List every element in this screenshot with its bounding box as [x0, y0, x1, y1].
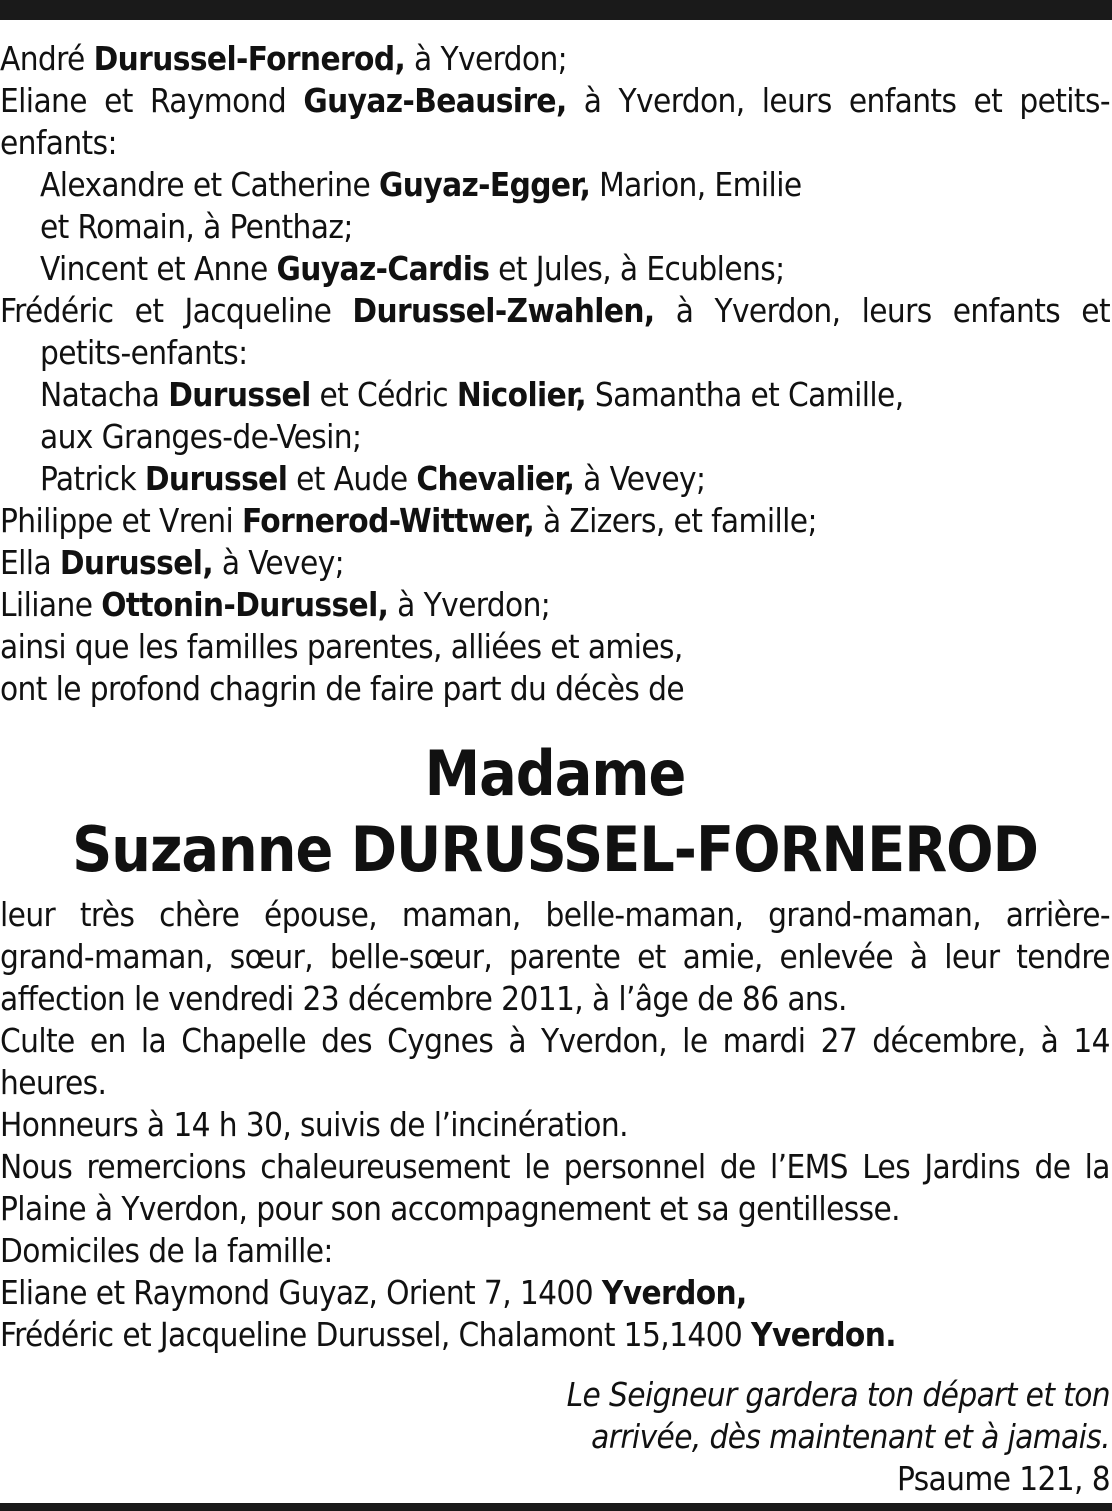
text-fragment: Jacqueline: [184, 291, 332, 330]
text-fragment: le: [524, 1147, 550, 1186]
text-fragment: Ella: [0, 543, 60, 582]
detail-line: [0, 1188, 1110, 1230]
text-fragment: Patrick: [40, 459, 145, 498]
text-fragment: tendre: [1016, 937, 1110, 976]
text-fragment: leurs: [861, 291, 932, 330]
family-line: [0, 164, 1110, 206]
text-fragment: ainsi que les familles parentes, alliées et amies,: [0, 627, 683, 666]
text-fragment: chaleureusement: [260, 1147, 510, 1186]
text-fragment: chère: [159, 895, 240, 934]
family-name-bold: Guyaz-Cardis: [276, 249, 490, 288]
family-line: [0, 374, 1110, 416]
family-list: [0, 38, 1110, 710]
family-line: [0, 248, 1110, 290]
text-fragment: Marion, Emilie: [590, 165, 802, 204]
family-line: [0, 416, 1110, 458]
text-fragment: Eliane: [0, 81, 87, 120]
detail-line: [0, 894, 1110, 936]
psalm-reference: Psaume 121, 8: [896, 1459, 1110, 1498]
text-fragment: Samantha et Camille,: [586, 375, 904, 414]
family-name-bold: Yverdon,: [601, 1273, 747, 1312]
text-fragment: Natacha: [40, 375, 169, 414]
detail-line: [0, 978, 1110, 1020]
text-fragment: et Cédric: [310, 375, 457, 414]
text-fragment: à Vevey;: [213, 543, 345, 582]
text-fragment: le: [682, 1021, 708, 1060]
text-fragment: Plaine à Yverdon, pour son accompagnement et sa gentillesse.: [0, 1189, 900, 1228]
family-name-bold: Durussel,: [59, 543, 213, 582]
text-fragment: Frédéric et Jacqueline Durussel, Chalamont 15,1400: [0, 1315, 752, 1354]
text-fragment: en: [89, 1021, 126, 1060]
text-fragment: et: [637, 937, 666, 976]
text-fragment: la: [140, 1021, 167, 1060]
family-line: [0, 38, 1110, 80]
text-fragment: grand-maman,: [768, 895, 982, 934]
family-line: [0, 542, 1110, 584]
family-name-bold: Durussel: [144, 459, 288, 498]
text-fragment: et: [104, 81, 133, 120]
text-fragment: leurs: [761, 81, 832, 120]
detail-line: [0, 1272, 1110, 1314]
deceased-name: Suzanne DURUSSEL-FORNEROD: [72, 813, 1038, 886]
psalm-quote: [0, 1374, 1110, 1500]
text-fragment: décembre,: [872, 1021, 1026, 1060]
text-fragment: Les: [862, 1147, 911, 1186]
text-fragment: et: [973, 81, 1003, 120]
text-fragment: à: [508, 1021, 526, 1060]
family-line: [0, 668, 1110, 710]
text-fragment: maman,: [401, 895, 521, 934]
text-fragment: à: [909, 937, 928, 976]
psalm-line-1: Le Seigneur gardera ton départ et ton: [566, 1375, 1110, 1414]
text-fragment: et: [134, 291, 164, 330]
bottom-rule: [0, 1503, 1112, 1511]
detail-line: [0, 1146, 1110, 1188]
text-fragment: Yverdon,: [618, 81, 745, 120]
text-fragment: Eliane et Raymond Guyaz, Orient 7, 1400: [0, 1273, 602, 1312]
family-line: [0, 332, 1110, 374]
text-fragment: Jardins: [924, 1147, 1021, 1186]
text-fragment: Alexandre et Catherine: [40, 165, 380, 204]
text-fragment: à: [583, 81, 602, 120]
text-fragment: à: [1040, 1021, 1059, 1060]
text-fragment: André: [0, 39, 94, 78]
psalm-line-2: arrivée, dès maintenant et à jamais.: [591, 1417, 1110, 1456]
family-name-bold: Guyaz-Beausire,: [303, 81, 567, 120]
text-fragment: Nous: [0, 1147, 73, 1186]
detail-line: [0, 1230, 1110, 1272]
text-fragment: Chapelle: [181, 1021, 307, 1060]
text-fragment: ont le profond chagrin de faire part du décès de: [0, 669, 685, 708]
text-fragment: sœur,: [229, 937, 314, 976]
text-fragment: grand-maman,: [0, 937, 213, 976]
text-fragment: et: [1081, 291, 1110, 330]
text-fragment: affection le vendredi 23 décembre 2011, à l’âge de 86 ans.: [0, 979, 847, 1018]
family-name-bold: Yverdon.: [751, 1315, 896, 1354]
detail-line: [0, 936, 1110, 978]
top-rule: [0, 0, 1112, 20]
family-name-bold: Guyaz-Egger,: [379, 165, 591, 204]
family-name-bold: Ottonin-Durussel,: [101, 585, 389, 624]
text-fragment: enfants: [952, 291, 1061, 330]
text-fragment: de: [1034, 1147, 1071, 1186]
text-fragment: parente: [508, 937, 621, 976]
text-fragment: petits-enfants:: [40, 333, 248, 372]
text-fragment: enfants:: [0, 123, 117, 162]
text-fragment: Domiciles de la famille:: [0, 1231, 333, 1270]
family-line: [0, 80, 1110, 122]
text-fragment: leur: [0, 895, 56, 934]
text-fragment: Cygnes: [387, 1021, 494, 1060]
text-fragment: enfants: [848, 81, 957, 120]
text-fragment: Frédéric: [0, 291, 114, 330]
text-fragment: l’EMS: [770, 1147, 848, 1186]
text-fragment: belle-maman,: [545, 895, 744, 934]
detail-line: [0, 1314, 1110, 1356]
text-fragment: petits-: [1019, 81, 1110, 120]
text-fragment: leur: [944, 937, 1000, 976]
deceased-salutation: Madame: [424, 737, 686, 810]
family-name-bold: Nicolier,: [456, 375, 587, 414]
family-line: [0, 500, 1110, 542]
text-fragment: Honneurs à 14 h 30, suivis de l’incinération.: [0, 1105, 628, 1144]
family-line: [0, 290, 1110, 332]
text-fragment: arrière-: [1005, 895, 1110, 934]
notice-details: [0, 894, 1110, 1356]
family-name-bold: Fornerod-Wittwer,: [241, 501, 535, 540]
text-fragment: la: [1084, 1147, 1110, 1186]
text-fragment: et Jules, à Ecublens;: [489, 249, 785, 288]
family-line: [0, 626, 1110, 668]
text-fragment: 14: [1073, 1021, 1110, 1060]
family-name-bold: Durussel: [168, 375, 311, 414]
text-fragment: très: [79, 895, 135, 934]
text-fragment: aux Granges-de-Vesin;: [40, 417, 362, 456]
text-fragment: Vincent et Anne: [40, 249, 277, 288]
text-fragment: remercions: [86, 1147, 246, 1186]
text-fragment: Yverdon,: [541, 1021, 668, 1060]
text-fragment: personnel: [563, 1147, 706, 1186]
text-fragment: et Romain, à Penthaz;: [40, 207, 353, 246]
family-name-bold: Durussel-Zwahlen,: [352, 291, 655, 330]
text-fragment: enlevée: [779, 937, 894, 976]
text-fragment: à Zizers, et famille;: [534, 501, 817, 540]
text-fragment: et Aude: [287, 459, 417, 498]
text-fragment: épouse,: [264, 895, 378, 934]
text-fragment: belle-sœur,: [329, 937, 493, 976]
family-line: [0, 122, 1110, 164]
text-fragment: de: [719, 1147, 756, 1186]
detail-line: [0, 1020, 1110, 1062]
deceased-name-block: [0, 736, 1110, 888]
text-fragment: amie,: [682, 937, 763, 976]
text-fragment: à Yverdon;: [405, 39, 568, 78]
text-fragment: à: [675, 291, 694, 330]
text-fragment: Culte: [0, 1021, 75, 1060]
family-name-bold: Durussel-Fornerod,: [93, 39, 406, 78]
text-fragment: mardi: [722, 1021, 806, 1060]
death-notice: [0, 38, 1110, 1500]
text-fragment: à Yverdon;: [388, 585, 551, 624]
text-fragment: des: [321, 1021, 372, 1060]
text-fragment: Philippe et Vreni: [0, 501, 242, 540]
family-line: [0, 458, 1110, 500]
text-fragment: heures.: [0, 1063, 107, 1102]
detail-line: [0, 1062, 1110, 1104]
text-fragment: Yverdon,: [714, 291, 841, 330]
text-fragment: 27: [820, 1021, 858, 1060]
text-fragment: Raymond: [149, 81, 287, 120]
text-fragment: à Vevey;: [574, 459, 706, 498]
family-line: [0, 584, 1110, 626]
family-line: [0, 206, 1110, 248]
text-fragment: Liliane: [0, 585, 102, 624]
family-name-bold: Chevalier,: [416, 459, 575, 498]
detail-line: [0, 1104, 1110, 1146]
